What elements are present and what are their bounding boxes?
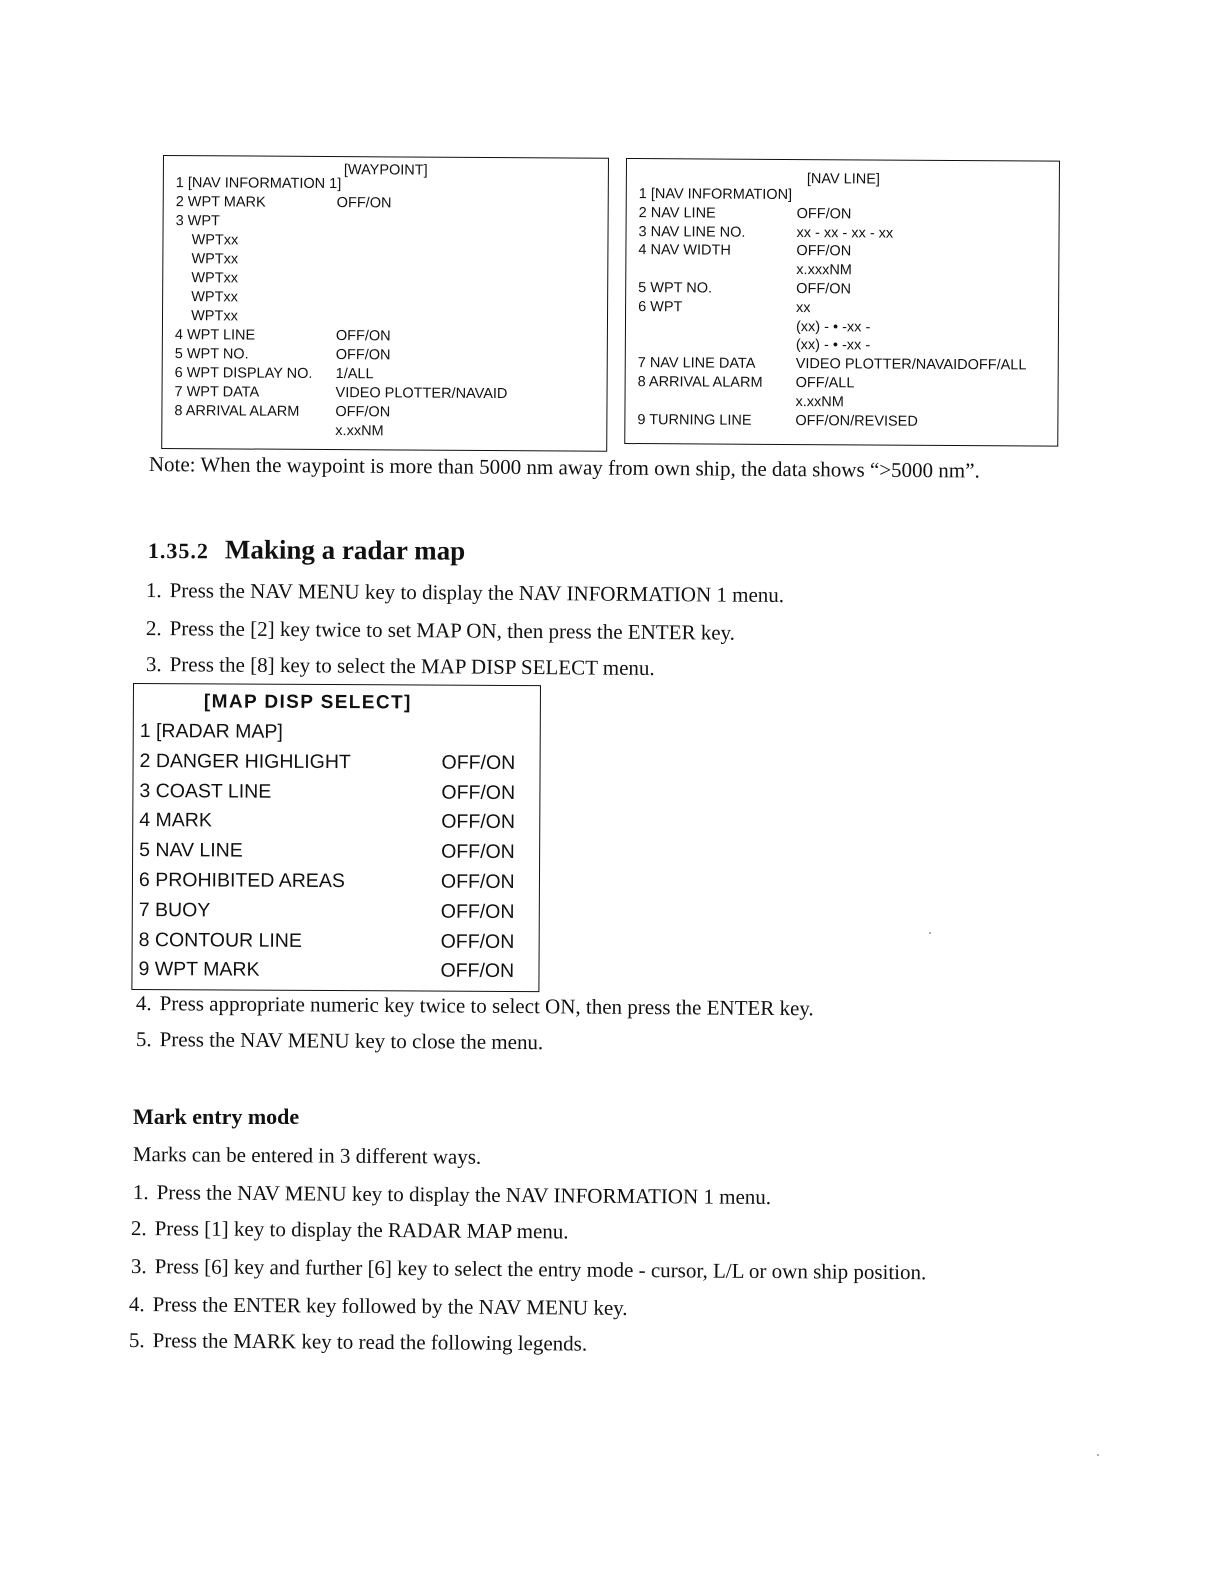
menu-row-label: WPTxx xyxy=(175,251,239,268)
section-number: 1.35.2 xyxy=(147,537,209,564)
menu-row-label: 3 NAV LINE NO. xyxy=(638,223,746,241)
waypoint-menu-box xyxy=(161,155,609,452)
menu-row-value: OFF/ON xyxy=(440,960,515,983)
menu-row-value: OFF/ON xyxy=(336,195,392,212)
list-item xyxy=(146,652,655,681)
scan-speck xyxy=(929,932,931,934)
menu-row-label: 5 WPT NO. xyxy=(638,280,713,297)
menu-row-label: WPTxx xyxy=(175,289,239,306)
menu-row-value: xx xyxy=(796,299,811,316)
step-number: 2. xyxy=(145,616,162,641)
step-number: 4. xyxy=(135,991,152,1016)
menu-row-value: OFF/ON xyxy=(796,205,852,223)
menu-row-value: OFF/ON xyxy=(335,328,391,345)
menu-row-label: 8 CONTOUR LINE xyxy=(138,928,302,952)
step-number: 3. xyxy=(145,652,162,677)
menu-row xyxy=(133,929,539,959)
menu-row-label: 7 BUOY xyxy=(138,898,211,922)
menu-row-label: 6 WPT DISPLAY NO. xyxy=(174,365,313,382)
map-disp-select-title: [MAP DISP SELECT] xyxy=(203,691,412,714)
menu-row xyxy=(133,899,539,929)
menu-row xyxy=(132,958,538,988)
list-item xyxy=(131,1216,569,1244)
step-number: 2. xyxy=(130,1216,147,1241)
scan-speck xyxy=(1097,1454,1099,1456)
menu-row-label: 1 [RADAR MAP] xyxy=(139,720,283,743)
menu-row-value: OFF/ON xyxy=(440,870,515,894)
menu-row-value: OFF/ON/REVISED xyxy=(795,412,918,430)
menu-row xyxy=(162,421,606,443)
menu-row-value: OFF/ON xyxy=(335,347,391,364)
step-text: Press the NAV MENU key to close the menu. xyxy=(159,1027,544,1055)
menu-row-value: VIDEO PLOTTER/NAVAIDOFF/ALL xyxy=(795,356,1027,374)
menu-row xyxy=(133,839,539,869)
menu-row-value: OFF/ALL xyxy=(795,375,855,392)
menu-row-label: 5 WPT NO. xyxy=(174,346,249,363)
menu-row-value: 1/ALL xyxy=(335,366,374,383)
menu-row-value: VIDEO PLOTTER/NAVAID xyxy=(335,385,508,403)
menu-row-label: WPTxx xyxy=(174,308,238,325)
menu-row-label: 2 DANGER HIGHLIGHT xyxy=(139,749,351,773)
step-number: 1. xyxy=(132,1180,149,1205)
list-item xyxy=(146,578,784,608)
step-number: 1. xyxy=(145,578,162,603)
menu-row-value: OFF/ON xyxy=(440,930,515,953)
menu-row-label: 9 WPT MARK xyxy=(138,958,260,982)
list-item xyxy=(133,1180,771,1210)
menu-row xyxy=(133,809,539,839)
menu-row-value: OFF/ON xyxy=(441,781,516,804)
waypoint-menu-title: [WAYPOINT] xyxy=(343,162,428,179)
step-text: Press appropriate numeric key twice to select ON, then press the ENTER key. xyxy=(159,991,814,1021)
step-number: 5. xyxy=(135,1027,152,1052)
step-number: 5. xyxy=(128,1328,145,1353)
list-item xyxy=(129,1328,587,1357)
mark-entry-intro: Marks can be entered in 3 different ways. xyxy=(132,1142,482,1169)
navline-menu-title: [NAV LINE] xyxy=(806,171,880,188)
waypoint-note: Note: When the waypoint is more than 5000 nm away from own ship, the data shows “>5000 nm”. xyxy=(148,452,980,483)
menu-row-value: x.xxNM xyxy=(335,423,384,440)
menu-row-label: 4 MARK xyxy=(139,809,212,832)
step-number: 4. xyxy=(128,1292,145,1317)
menu-row-label: 8 ARRIVAL ALARM xyxy=(637,374,763,391)
menu-row-value: xx - xx - xx - xx xyxy=(796,224,894,242)
list-item xyxy=(136,1027,544,1055)
list-item xyxy=(129,1292,628,1321)
menu-row-label: 8 ARRIVAL ALARM xyxy=(174,403,300,420)
step-text: Press the NAV MENU key to display the NAV INFORMATION 1 menu. xyxy=(156,1180,772,1210)
menu-row-value: OFF/ON xyxy=(796,281,852,298)
menu-row-label: 3 COAST LINE xyxy=(139,779,272,803)
menu-row-label: WPTxx xyxy=(175,232,239,249)
step-text: Press [1] key to display the RADAR MAP menu. xyxy=(154,1216,569,1244)
section-title: Making a radar map xyxy=(224,534,466,566)
menu-row-value: OFF/ON xyxy=(440,900,515,923)
step-text: Press the [2] key twice to set MAP ON, then press the ENTER key. xyxy=(169,616,736,645)
step-text: Press the MARK key to read the following legends. xyxy=(152,1328,588,1356)
menu-row-label: 1 [NAV INFORMATION] xyxy=(638,186,793,204)
menu-row xyxy=(134,750,540,780)
step-number: 3. xyxy=(130,1254,147,1279)
menu-row-label: 6 PROHIBITED AREAS xyxy=(138,869,345,893)
menu-row-value: x.xxNM xyxy=(795,393,844,411)
menu-row-label: 6 WPT xyxy=(638,298,683,316)
map-disp-select-menu-box xyxy=(131,683,541,992)
step-text: Press the [8] key to select the MAP DISP SELECT menu. xyxy=(169,652,655,680)
menu-row-value: x.xxxNM xyxy=(796,262,852,279)
menu-row xyxy=(133,780,539,810)
list-item xyxy=(131,1254,927,1285)
menu-row-value: OFF/ON xyxy=(335,404,391,421)
menu-row-label: 5 NAV LINE xyxy=(139,839,243,862)
menu-row-label: 2 WPT MARK xyxy=(175,194,266,211)
menu-row-label: 2 NAV LINE xyxy=(638,204,716,222)
step-text: Press [6] key and further [6] key to select the entry mode - cursor, L/L or own ship position. xyxy=(154,1254,927,1285)
step-text: Press the ENTER key followed by the NAV MENU key. xyxy=(152,1292,628,1320)
menu-row-label: 3 WPT xyxy=(175,213,220,230)
menu-row-value: (xx) - • -xx - xyxy=(795,337,871,354)
menu-row xyxy=(134,720,540,750)
menu-row-value: OFF/ON xyxy=(441,751,516,774)
menu-row xyxy=(625,411,1057,433)
menu-row-value: (xx) - • -xx - xyxy=(795,318,871,336)
section-heading xyxy=(148,534,465,567)
menu-row-label: 4 WPT LINE xyxy=(174,327,256,344)
menu-row-value: OFF/ON xyxy=(441,840,515,864)
step-text: Press the NAV MENU key to display the NAV INFORMATION 1 menu. xyxy=(169,578,785,608)
menu-row-label: 9 TURNING LINE xyxy=(637,411,752,429)
menu-row-value: OFF/ON xyxy=(796,243,852,260)
navline-menu-box xyxy=(624,158,1060,447)
menu-row-label: 1 [NAV INFORMATION 1] xyxy=(175,175,342,193)
menu-row-label: 7 WPT DATA xyxy=(174,384,260,401)
menu-row-value: OFF/ON xyxy=(441,811,516,834)
menu-row-label: 7 NAV LINE DATA xyxy=(637,355,756,372)
menu-row-label: WPTxx xyxy=(175,270,239,287)
menu-row-label: 4 NAV WIDTH xyxy=(638,242,731,260)
list-item xyxy=(146,616,735,646)
mark-entry-heading: Mark entry mode xyxy=(133,1104,300,1129)
list-item xyxy=(136,991,814,1021)
menu-row xyxy=(133,869,539,899)
